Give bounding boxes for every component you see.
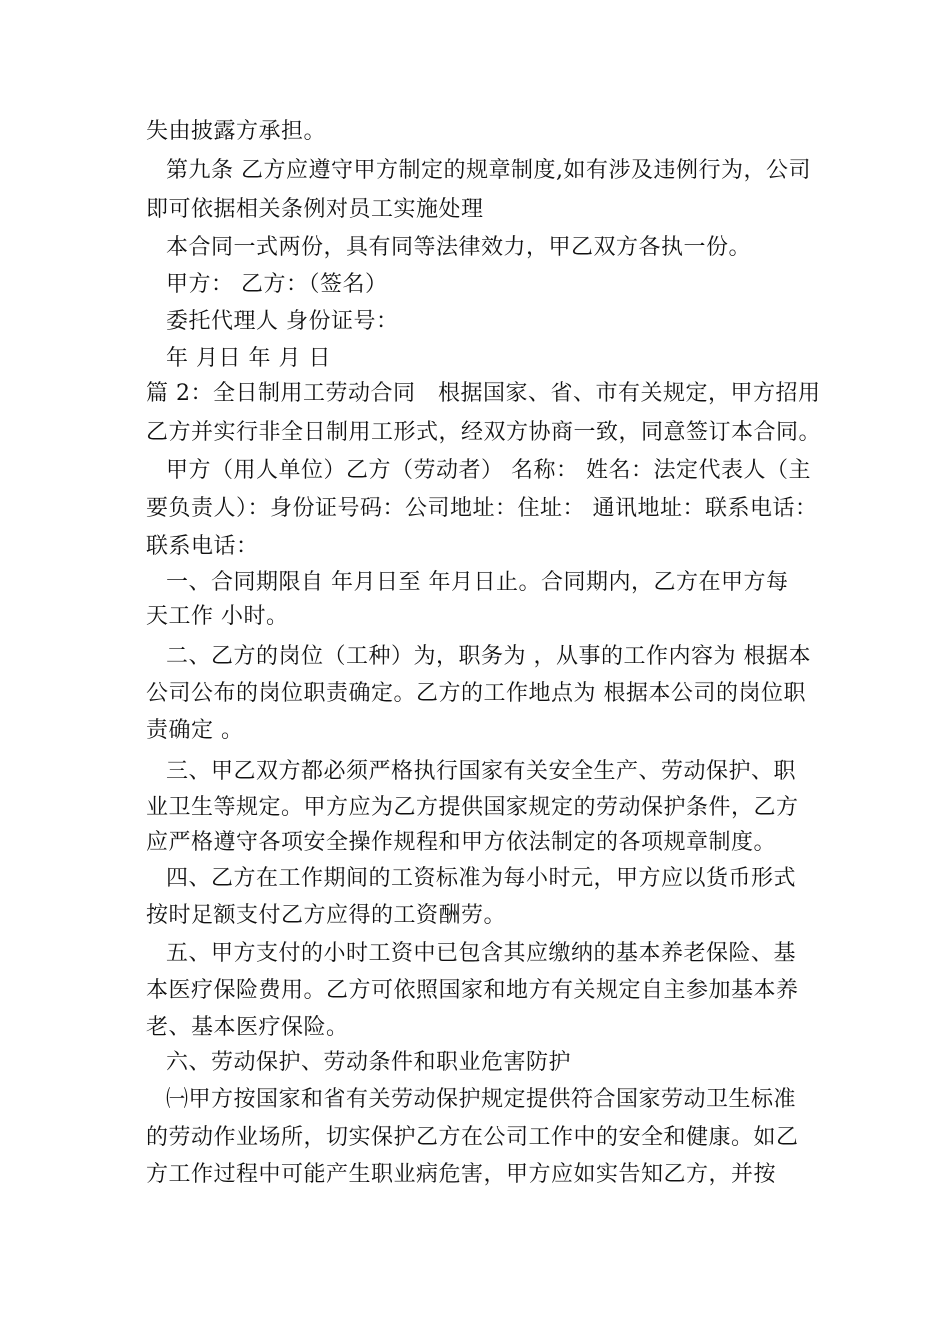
text-line: 失由披露方承担。 — [146, 119, 327, 144]
text-line: 业卫生等规定。甲方应为乙方提供国家规定的劳动保护条件，乙方 — [146, 795, 799, 820]
text-line: 方工作过程中可能产生职业病危害，甲方应如实告知乙方，并按 — [146, 1162, 777, 1187]
text-line: 三、甲乙双方都必须严格执行国家有关安全生产、劳动保护、职 — [166, 759, 797, 784]
text-line: 联系电话： — [146, 534, 259, 559]
text-line: 委托代理人 身份证号： — [166, 309, 399, 334]
text-line: 的劳动作业场所，切实保护乙方在公司工作中的安全和健康。如乙 — [146, 1125, 799, 1150]
text-line: 甲方： 乙方：（签名） — [166, 272, 388, 297]
text-line: 年 月日 年 月 日 — [166, 346, 331, 371]
text-line: 本合同一式两份，具有同等法律效力，甲乙双方各执一份。 — [166, 235, 752, 260]
text-line: 二、乙方的岗位（工种）为，职务为 ，从事的工作内容为 根据本 — [166, 644, 811, 669]
text-line: 老、基本医疗保险。 — [146, 1015, 349, 1040]
text-line: 五、甲方支付的小时工资中已包含其应缴纳的基本养老保险、基 — [166, 941, 797, 966]
text-line: 第九条 乙方应遵守甲方制定的规章制度,如有涉及违例行为，公司 — [166, 158, 811, 183]
text-line: 公司公布的岗位职责确定。乙方的工作地点为 根据本公司的岗位职 — [146, 681, 806, 706]
text-line: 乙方并实行非全日制用工形式，经双方协商一致，同意签订本合同。 — [146, 420, 822, 445]
text-line: 六、劳动保护、劳动条件和职业危害防护 — [166, 1050, 572, 1075]
text-line: 天工作 小时。 — [146, 604, 289, 629]
text-line: 责确定 。 — [146, 718, 244, 743]
text-line: ㈠甲方按国家和省有关劳动保护规定提供符合国家劳动卫生标准 — [166, 1087, 797, 1112]
text-line: 本医疗保险费用。乙方可依照国家和地方有关规定自主参加基本养 — [146, 978, 799, 1003]
text-line: 篇 2：全日制用工劳动合同 根据国家、省、市有关规定，甲方招用 — [146, 381, 821, 406]
text-line: 要负责人）：身份证号码：公司地址：住址： 通讯地址：联系电话： — [146, 496, 818, 521]
text-line: 应严格遵守各项安全操作规程和甲方依法制定的各项规章制度。 — [146, 830, 777, 855]
text-line: 按时足额支付乙方应得的工资酬劳。 — [146, 903, 507, 928]
text-line: 四、乙方在工作期间的工资标准为每小时元，甲方应以货币形式 — [166, 866, 797, 891]
text-line: 甲方（用人单位）乙方（劳动者） 名称： 姓名：法定代表人（主 — [166, 458, 811, 483]
text-line: 一、合同期限自 年月日至 年月日止。合同期内，乙方在甲方每 — [166, 570, 789, 595]
text-line: 即可依据相关条例对员工实施处理 — [146, 197, 484, 222]
